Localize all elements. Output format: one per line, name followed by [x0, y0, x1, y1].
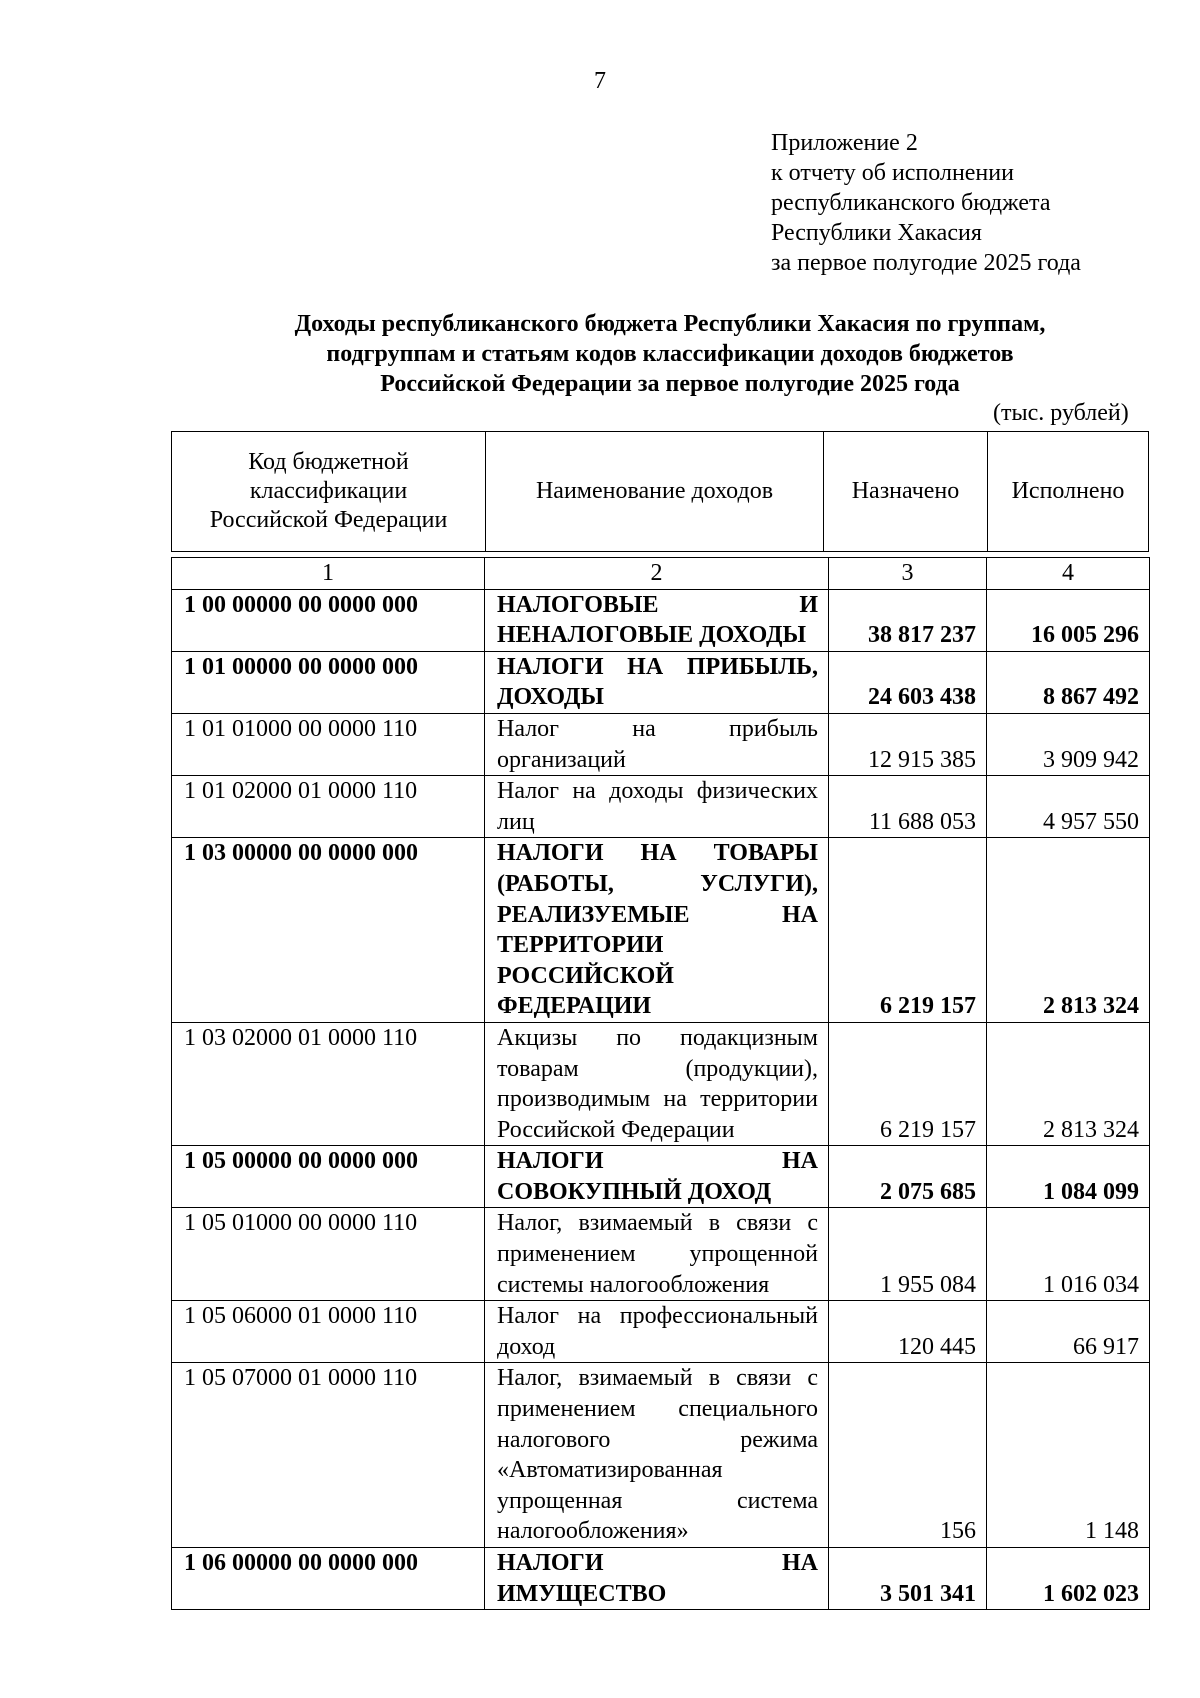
income-table: [171, 557, 1150, 1610]
row-name: НАЛОГИ НА ИМУЩЕСТВО: [485, 1548, 829, 1610]
row-code: 1 05 00000 00 0000 000: [172, 1146, 485, 1208]
row-assigned: 12 915 385: [829, 713, 987, 775]
column-number: 2: [485, 558, 829, 590]
row-name: НАЛОГИ НА СОВОКУПНЫЙ ДОХОД: [485, 1146, 829, 1208]
header-code: Код бюджетной классификации Российской Федерации: [172, 432, 486, 552]
row-executed: 66 917: [987, 1301, 1150, 1363]
row-executed: 4 957 550: [987, 776, 1150, 838]
row-code: 1 06 00000 00 0000 000: [172, 1548, 485, 1610]
table-row: [172, 1301, 1150, 1363]
row-executed: 8 867 492: [987, 651, 1150, 713]
appendix-line: Республики Хакасия: [771, 220, 982, 246]
row-code: 1 03 02000 01 0000 110: [172, 1022, 485, 1145]
column-number: 1: [172, 558, 485, 590]
row-name: Налог на прибыль организаций: [485, 713, 829, 775]
units-label: (тыс. рублей): [993, 400, 1129, 426]
title-line: подгруппам и статьям кодов классификации доходов бюджетов: [326, 341, 1014, 367]
table-header: [171, 431, 1149, 552]
table-row: [172, 1022, 1150, 1145]
row-executed: 1 084 099: [987, 1146, 1150, 1208]
table-row: [172, 776, 1150, 838]
row-code: 1 05 07000 01 0000 110: [172, 1363, 485, 1548]
row-assigned: 11 688 053: [829, 776, 987, 838]
appendix-line: за первое полугодие 2025 года: [771, 250, 1081, 276]
row-executed: 2 813 324: [987, 1022, 1150, 1145]
table-row: [172, 1208, 1150, 1301]
row-name: Налог, взимаемый в связи с применением специального налогового режима «Автоматизированная упрощенная система налогообложения»: [485, 1363, 829, 1548]
column-number-row: [172, 558, 1150, 590]
title-line: Доходы республиканского бюджета Республики Хакасия по группам,: [294, 311, 1046, 337]
row-executed: 16 005 296: [987, 589, 1150, 651]
row-code: 1 01 01000 00 0000 110: [172, 713, 485, 775]
table-row: [172, 838, 1150, 1023]
row-name: Акцизы по подакцизным товарам (продукции), производимым на территории Российской Федерации: [485, 1022, 829, 1145]
document-title: [170, 309, 1170, 399]
row-assigned: 120 445: [829, 1301, 987, 1363]
row-code: 1 05 01000 00 0000 110: [172, 1208, 485, 1301]
row-executed: 1 148: [987, 1363, 1150, 1548]
row-assigned: 3 501 341: [829, 1548, 987, 1610]
row-executed: 1 016 034: [987, 1208, 1150, 1301]
header-name: Наименование доходов: [486, 432, 824, 552]
row-name: Налог на доходы физических лиц: [485, 776, 829, 838]
row-assigned: 1 955 084: [829, 1208, 987, 1301]
row-name: Налог, взимаемый в связи с применением упрощенной системы налогообложения: [485, 1208, 829, 1301]
appendix-note: [771, 128, 1081, 278]
row-code: 1 01 02000 01 0000 110: [172, 776, 485, 838]
table-row: [172, 1548, 1150, 1610]
row-executed: 2 813 324: [987, 838, 1150, 1023]
row-name: Налог на профессиональный доход: [485, 1301, 829, 1363]
column-number: 3: [829, 558, 987, 590]
row-assigned: 38 817 237: [829, 589, 987, 651]
title-line: Российской Федерации за первое полугодие 2025 года: [380, 371, 960, 397]
table-row: [172, 1363, 1150, 1548]
header-executed: Исполнено: [988, 432, 1149, 552]
table-row: [172, 713, 1150, 775]
row-executed: 3 909 942: [987, 713, 1150, 775]
row-assigned: 6 219 157: [829, 1022, 987, 1145]
row-assigned: 24 603 438: [829, 651, 987, 713]
appendix-line: Приложение 2: [771, 130, 918, 156]
page-number: 7: [594, 68, 606, 94]
row-code: 1 05 06000 01 0000 110: [172, 1301, 485, 1363]
row-executed: 1 602 023: [987, 1548, 1150, 1610]
appendix-line: к отчету об исполнении: [771, 160, 1014, 186]
row-code: 1 03 00000 00 0000 000: [172, 838, 485, 1023]
row-code: 1 00 00000 00 0000 000: [172, 589, 485, 651]
row-assigned: 156: [829, 1363, 987, 1548]
table-row: [172, 651, 1150, 713]
table-row: [172, 589, 1150, 651]
table-row: [172, 1146, 1150, 1208]
row-name: НАЛОГИ НА ПРИБЫЛЬ, ДОХОДЫ: [485, 651, 829, 713]
column-number: 4: [987, 558, 1150, 590]
row-name: НАЛОГОВЫЕ И НЕНАЛОГОВЫЕ ДОХОДЫ: [485, 589, 829, 651]
row-assigned: 6 219 157: [829, 838, 987, 1023]
row-assigned: 2 075 685: [829, 1146, 987, 1208]
header-assigned: Назначено: [824, 432, 988, 552]
row-code: 1 01 00000 00 0000 000: [172, 651, 485, 713]
row-name: НАЛОГИ НА ТОВАРЫ (РАБОТЫ, УСЛУГИ), РЕАЛИЗУЕМЫЕ НА ТЕРРИТОРИИ РОССИЙСКОЙ ФЕДЕРАЦИИ: [485, 838, 829, 1023]
appendix-line: республиканского бюджета: [771, 190, 1051, 216]
